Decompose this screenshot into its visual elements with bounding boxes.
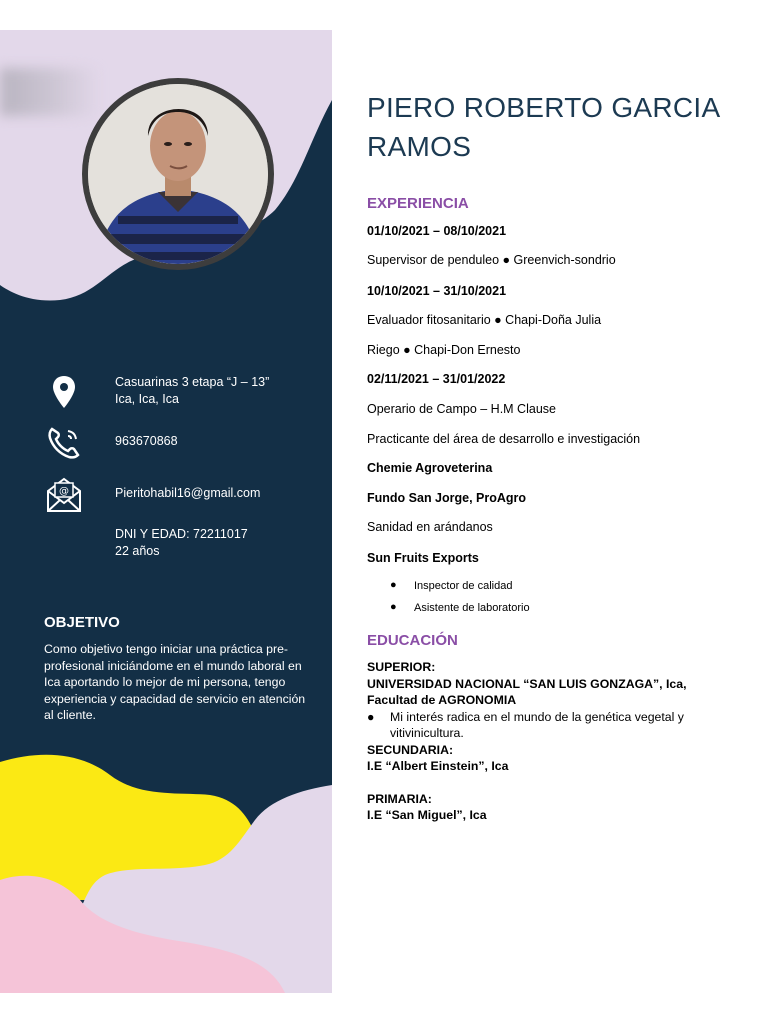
experience-date: 10/10/2021 – 31/10/2021 (367, 284, 507, 298)
experience-item: Riego ● Chapi-Don Ernesto (367, 343, 521, 357)
experience-item: Supervisor de penduleo ● Greenvich-sondrio (367, 253, 616, 267)
experience-bullet: ● Asistente de laboratorio (390, 601, 530, 614)
superior-school: UNIVERSIDAD NACIONAL “SAN LUIS GONZAGA”, Ica, (367, 676, 687, 691)
dni-age-text: DNI Y EDAD: 72211017 22 años (115, 527, 248, 558)
primaria-label: PRIMARIA: (367, 791, 432, 806)
phone-icon (44, 423, 84, 463)
experience-item: Operario de Campo – H.M Clause (367, 402, 556, 416)
experience-bullet: ● Inspector de calidad (390, 579, 513, 592)
superior-label: SUPERIOR: (367, 660, 436, 674)
primaria-school: I.E “San Miguel”, Ica (367, 808, 487, 822)
bullet-dot: ● (367, 709, 375, 724)
experience-company: Sun Fruits Exports (367, 551, 479, 565)
education-title: EDUCACIÓN (367, 632, 458, 649)
svg-text:@: @ (59, 486, 69, 497)
superior-bullet: ● Mi interés radica en el mundo de la genética vegetal y vitivinicultura. (367, 709, 684, 740)
address-text: Casuarinas 3 etapa “J – 13” Ica, Ica, Ica (115, 375, 270, 406)
objective-text: Como objetivo tengo iniciar una práctica pre-profesional iniciándome en el mundo laboral en Ica aportando lo mejor de mi persona, tengo experiencia y capacidad de servicio en atención al cliente. (44, 642, 306, 722)
experience-company: Fundo San Jorge, ProAgro (367, 491, 527, 505)
experience-company: Chemie Agroveterina (367, 461, 493, 475)
experience-date: 01/10/2021 – 08/10/2021 (367, 224, 507, 238)
blurred-logo (0, 68, 100, 116)
phone-text: 963670868 (115, 434, 178, 448)
email-icon (44, 475, 84, 515)
superior-faculty: Facultad de AGRONOMIA (367, 693, 517, 707)
education-block (367, 659, 727, 824)
bullet-dot: ● (390, 601, 397, 613)
experience-item: Sanidad en arándanos (367, 520, 493, 534)
objective-title: OBJETIVO (44, 614, 120, 631)
secundaria-school: I.E “Albert Einstein”, Ica (367, 759, 509, 773)
secundaria-label: SECUNDARIA: (367, 742, 454, 757)
location-pin-icon (44, 372, 84, 412)
person-name: PIERO ROBERTO GARCIA RAMOS (367, 92, 719, 162)
experience-item: Practicante del área de desarrollo e investigación (367, 432, 641, 446)
experience-item: Evaluador fitosanitario ● Chapi-Doña Julia (367, 313, 602, 327)
profile-photo (82, 78, 274, 270)
email-text: Pieritohabil16@gmail.com (115, 486, 261, 500)
experience-title: EXPERIENCIA (367, 195, 469, 212)
experience-date: 02/11/2021 – 31/01/2022 (367, 372, 506, 386)
bullet-dot: ● (390, 579, 397, 591)
